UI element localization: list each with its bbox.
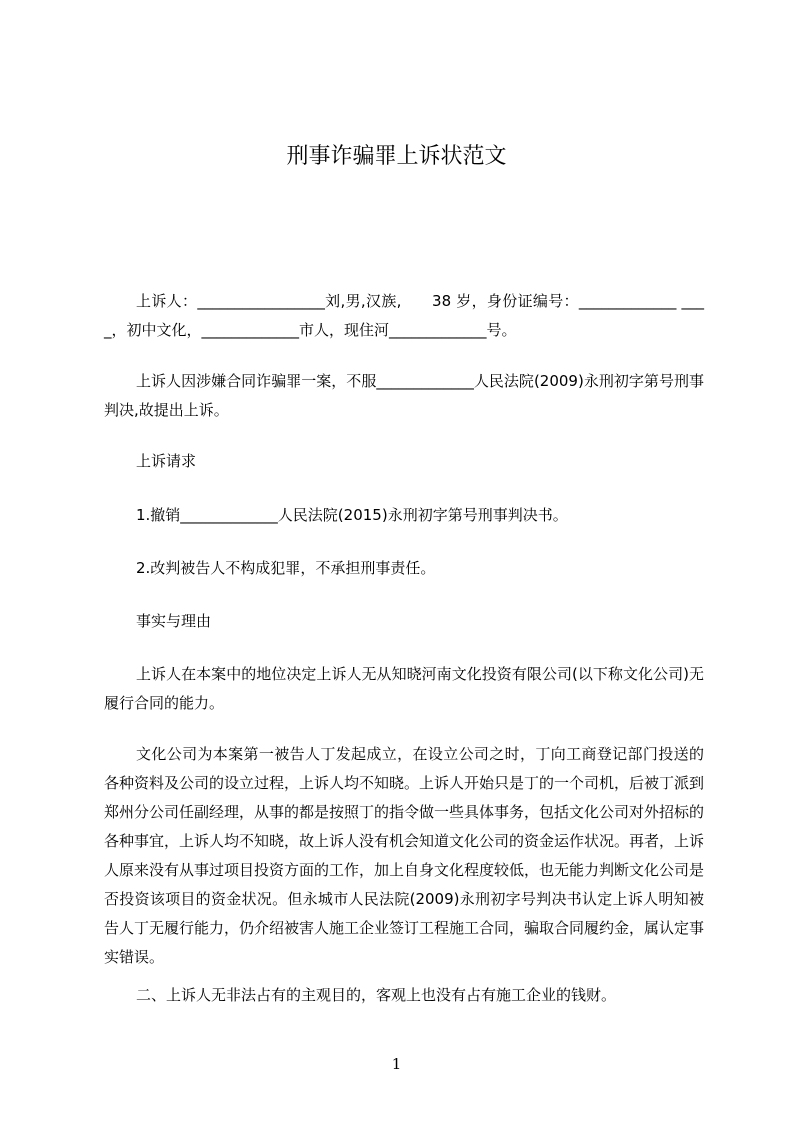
- document-title: 刑事诈骗罪上诉状范文: [286, 144, 507, 169]
- case-intro-paragraph: 上诉人因涉嫌合同诈骗罪一案，不服_____________人民法院(2009)永刑初字第号刑事判决,故提出上诉。: [104, 372, 704, 419]
- reason-two-paragraph: 二、上诉人无非法占有的主观目的，客观上也没有占有施工企业的钱财。: [136, 986, 617, 1004]
- facts-paragraph-1: 上诉人在本案中的地位决定上诉人无从知晓河南文化投资有限公司(以下称文化公司)无履行合同的能力。: [104, 665, 704, 712]
- appeal-request-item-1: 1.撤销_____________人民法院(2015)永刑初字第号刑事判决书。: [136, 506, 568, 524]
- facts-paragraph-2: 文化公司为本案第一被告人丁发起成立，在设立公司之时，丁向工商登记部门投送的各种资料及公司的设立过程，上诉人均不知晓。上诉人开始只是丁的一个司机，后被丁派到郑州分公司任副经理，从事的都是按照丁的指令做一些具体事务，包括文化公司对外招标的各种事宜，上诉人均不知晓，故上诉人没有机会知道文化公司的资金运作状况。再者，上诉人原来没有从事过项目投资方面的工作，加上自身文化程度较低，也无能力判断文化公司是否投资该项目的资金状况。但永城市人民法院(2009)永刑初字号判决书认定上诉人明知被告人丁无履行能力，仍介绍被害人施工企业签订工程施工合同，骗取合同履约金，属认定事实错误。: [104, 745, 705, 966]
- facts-and-reasons-heading: 事实与理由: [136, 612, 212, 630]
- appellant-info-paragraph: 上诉人：_________________刘,男,汉族, 38 岁，身份证编号：_____________ ____，初中文化，_____________市人，现住河_____________号。: [104, 292, 704, 339]
- appeal-requests-heading: 上诉请求: [136, 452, 197, 470]
- appeal-request-item-2: 2.改判被告人不构成犯罪，不承担刑事责任。: [136, 559, 436, 577]
- page-number: 1: [391, 1055, 402, 1073]
